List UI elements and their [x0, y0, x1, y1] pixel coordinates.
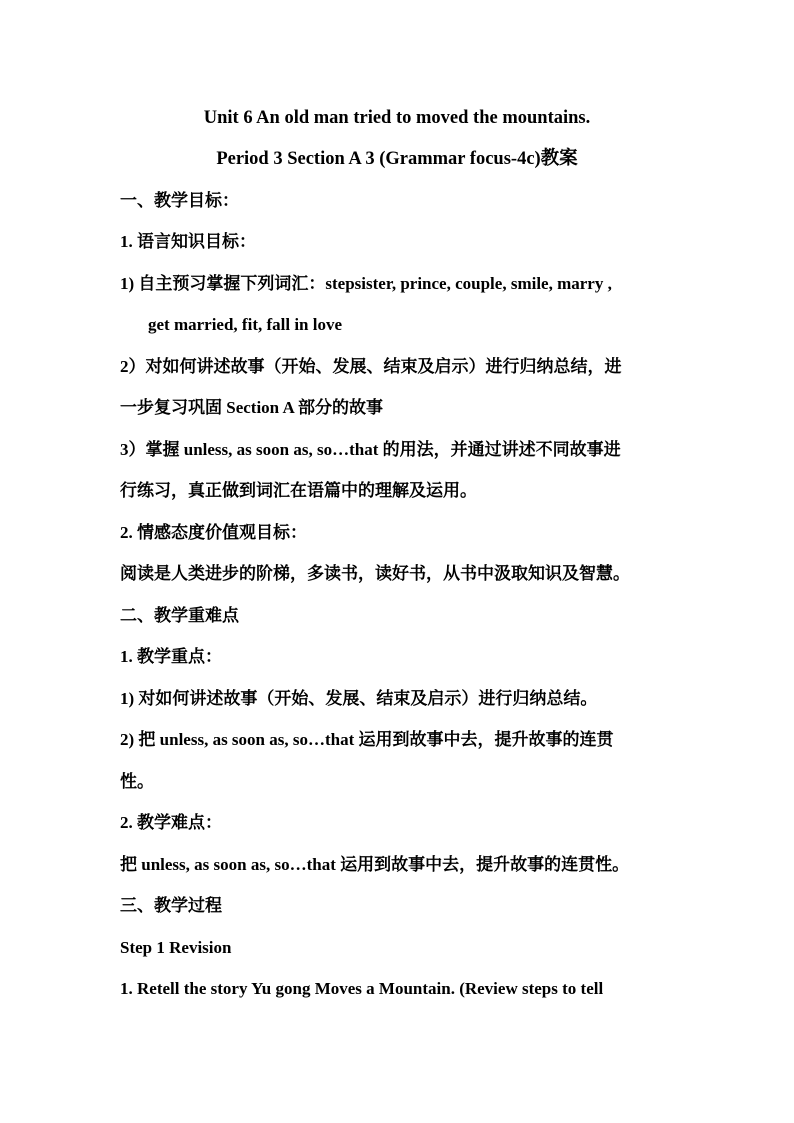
document-title: Unit 6 An old man tried to moved the mountains. — [203, 108, 591, 128]
subheading-key-focus: 1. 教学重点： — [120, 647, 222, 666]
paragraph-line: 1. Retell the story Yu gong Moves a Mountain. (Review steps to tell — [120, 979, 604, 998]
paragraph-line: 3）掌握 unless, as soon as, so…that 的用法，并通过讲述不同故事进 — [120, 440, 621, 459]
paragraph-line: 阅读是人类进步的阶梯，多读书，读好书，从书中汲取知识及智慧。 — [120, 564, 630, 583]
subheading-difficulty: 2. 教学难点： — [120, 813, 222, 832]
paragraph-line: get married, fit, fall in love — [148, 315, 343, 334]
paragraph-line: 2）对如何讲述故事（开始、发展、结束及启示）进行归纳总结，进 — [120, 357, 622, 376]
document-subtitle: Period 3 Section A 3 (Grammar focus-4c)教案 — [216, 149, 578, 169]
paragraph-line: 2) 把 unless, as soon as, so…that 运用到故事中去，提升故事的连贯 — [120, 730, 614, 749]
paragraph-line: 把 unless, as soon as, so…that 运用到故事中去，提升故事的连贯性。 — [120, 855, 630, 874]
section-heading-objectives: 一、教学目标： — [120, 191, 239, 210]
step-heading: Step 1 Revision — [120, 938, 232, 957]
paragraph-line: 行练习，真正做到词汇在语篇中的理解及运用。 — [120, 481, 477, 500]
subheading-language-knowledge: 1. 语言知识目标： — [120, 232, 256, 251]
subheading-emotion-goals: 2. 情感态度价值观目标： — [120, 523, 307, 542]
paragraph-line: 1) 自主预习掌握下列词汇：stepsister, prince, couple, smile, marry , — [120, 274, 612, 293]
section-heading-process: 三、教学过程 — [120, 896, 222, 915]
section-heading-key-points: 二、教学重难点 — [120, 606, 239, 625]
paragraph-line: 性。 — [120, 772, 154, 791]
paragraph-line: 1) 对如何讲述故事（开始、发展、结束及启示）进行归纳总结。 — [120, 689, 598, 708]
paragraph-line: 一步复习巩固 Section A 部分的故事 — [120, 398, 384, 417]
